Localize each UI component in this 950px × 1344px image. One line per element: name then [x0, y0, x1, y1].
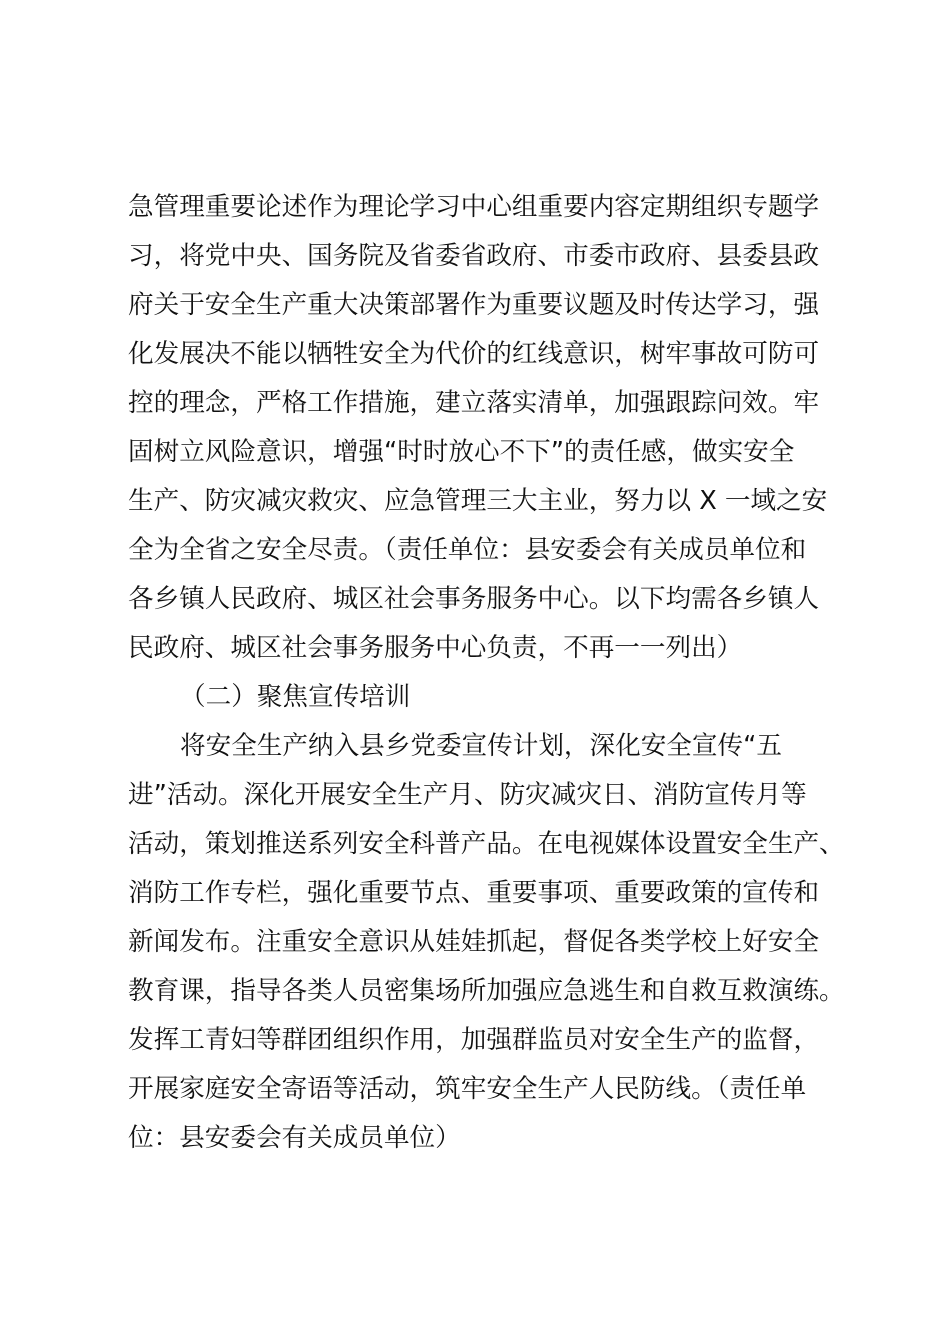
paragraph-line: 教育课，指导各类人员密集场所加强应急逃生和自救互救演练。 — [128, 976, 845, 1006]
paragraph-line: 生产、防灾减灾救灾、应急管理三大主业，努力以 X 一域之安 — [128, 486, 828, 516]
document-body — [128, 183, 845, 1163]
paragraph-line: 新闻发布。注重安全意识从娃娃抓起，督促各类学校上好安全 — [128, 927, 820, 957]
paragraph-1 — [128, 183, 840, 673]
paragraph-line: 发挥工青妇等群团组织作用，加强群监员对安全生产的监督， — [128, 1025, 820, 1055]
paragraph-line: 位：县安委会有关成员单位） — [128, 1123, 461, 1153]
paragraph-line: 府关于安全生产重大决策部署作为重要议题及时传达学习，强 — [128, 290, 820, 320]
paragraph-line: 开展家庭安全寄语等活动，筑牢安全生产人民防线。（责任单 — [128, 1074, 807, 1104]
section-heading: （二）聚焦宣传培训 — [180, 682, 411, 712]
paragraph-line: 控的理念，严格工作措施，建立落实清单，加强跟踪问效。牢 — [128, 388, 820, 418]
paragraph-line: 消防工作专栏，强化重要节点、重要事项、重要政策的宣传和 — [128, 878, 820, 908]
paragraph-line: 全为全省之安全尽责。（责任单位：县安委会有关成员单位和 — [128, 535, 807, 565]
paragraph-line: 活动，策划推送系列安全科普产品。在电视媒体设置安全生产、 — [128, 829, 845, 859]
paragraph-line: 习，将党中央、国务院及省委省政府、市委市政府、县委县政 — [128, 241, 820, 271]
paragraph-2 — [128, 722, 845, 1163]
paragraph-line: 进”活动。深化开展安全生产月、防灾减灾日、消防宣传月等 — [128, 780, 807, 810]
paragraph-line: 各乡镇人民政府、城区社会事务服务中心。以下均需各乡镇人 — [128, 584, 820, 614]
paragraph-line: 化发展决不能以牺牲安全为代价的红线意识，树牢事故可防可 — [128, 339, 820, 369]
paragraph-line: 固树立风险意识，增强“时时放心不下”的责任感，做实安全 — [128, 437, 795, 467]
paragraph-line: 急管理重要论述作为理论学习中心组重要内容定期组织专题学 — [128, 192, 820, 222]
paragraph-line: 民政府、城区社会事务服务中心负责，不再一一列出） — [128, 633, 743, 663]
paragraph-line: 将安全生产纳入县乡党委宣传计划，深化安全宣传“五 — [180, 731, 782, 761]
